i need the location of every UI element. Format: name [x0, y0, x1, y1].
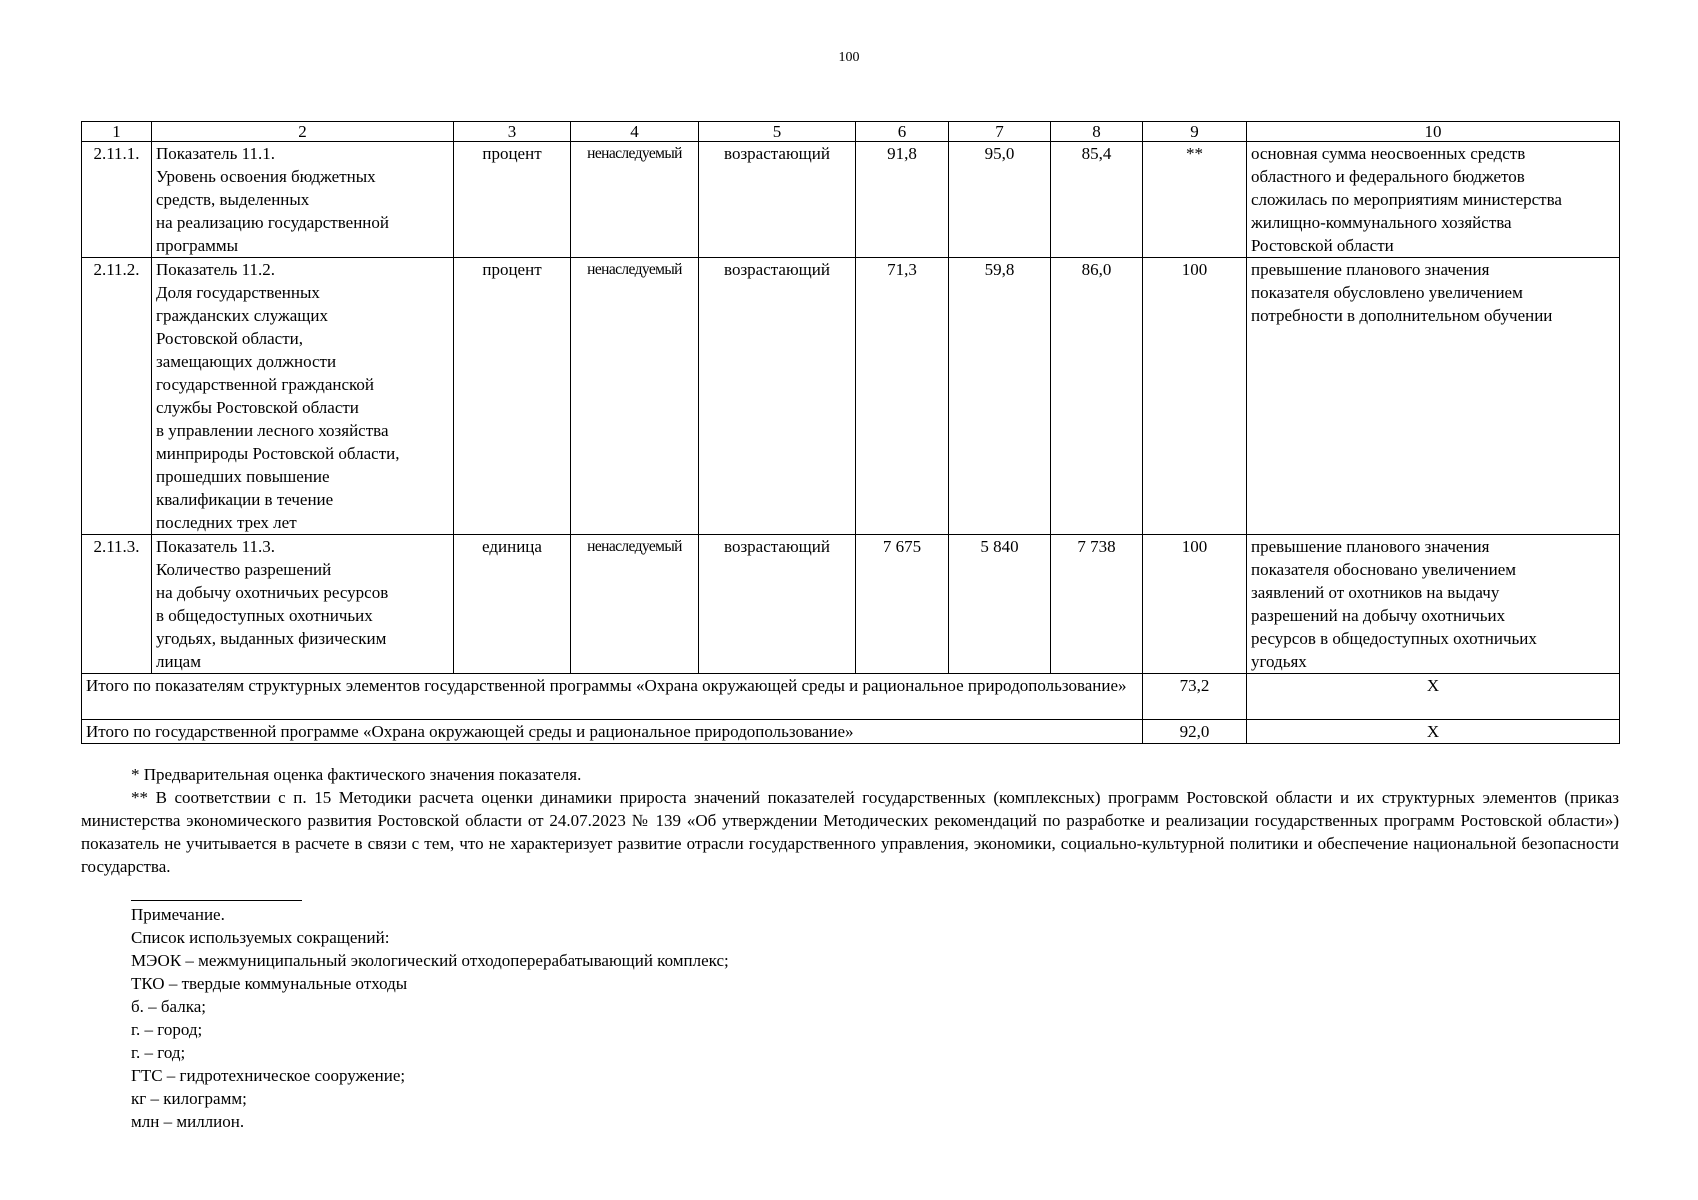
table-row: [82, 258, 1620, 535]
note-line: г. – город;: [131, 1020, 203, 1039]
header-cell: 6: [856, 122, 949, 142]
comment-line: жилищно-коммунального хозяйства: [1251, 213, 1512, 232]
value-col7: 95,0: [949, 142, 1051, 258]
header-cell: 1: [82, 122, 152, 142]
type-cell: ненаследуемый: [571, 142, 699, 258]
total-value: 73,2: [1143, 674, 1247, 720]
comment-line: заявлений от охотников на выдачу: [1251, 583, 1500, 602]
indicator-name: [152, 258, 454, 535]
indicator-name-line: на добычу охотничьих ресурсов: [156, 583, 389, 602]
header-cell: 9: [1143, 122, 1247, 142]
indicator-name-line: квалификации в течение: [156, 490, 334, 509]
header-cell: 5: [699, 122, 856, 142]
total-row: [82, 720, 1620, 744]
comment-line: областного и федерального бюджетов: [1251, 167, 1525, 186]
indicator-name-line: Показатель 11.3.: [156, 537, 275, 556]
indicator-name-line: службы Ростовской области: [156, 398, 359, 417]
indicator-name-line: Показатель 11.2.: [156, 260, 275, 279]
indicator-name-line: Показатель 11.1.: [156, 144, 275, 163]
indicator-name-line: последних трех лет: [156, 513, 297, 532]
indicator-name-line: Доля государственных: [156, 283, 320, 302]
comment-line: превышение планового значения: [1251, 537, 1490, 556]
indicator-name-line: прошедших повышение: [156, 467, 330, 486]
note-separator: [131, 900, 302, 901]
note-line: ТКО – твердые коммунальные отходы: [131, 974, 408, 993]
note-line: Список используемых сокращений:: [131, 928, 390, 947]
comment-cell: [1247, 142, 1620, 258]
comment-line: сложилась по мероприятиям министерства: [1251, 190, 1562, 209]
indicator-name-line: государственной гражданской: [156, 375, 375, 394]
indicator-name: [152, 142, 454, 258]
comment-line: показателя обусловлено увеличением: [1251, 283, 1523, 302]
value-col6: 71,3: [856, 258, 949, 535]
header-cell: 4: [571, 122, 699, 142]
header-cell: 2: [152, 122, 454, 142]
comment-line: показателя обосновано увеличением: [1251, 560, 1517, 579]
indicator-name-line: минприроды Ростовской области,: [156, 444, 400, 463]
footnote: * Предварительная оценка фактического значения показателя.: [131, 765, 582, 784]
header-cell: 10: [1247, 122, 1620, 142]
comment-line: превышение планового значения: [1251, 260, 1490, 279]
indicator-name-line: Ростовской области,: [156, 329, 303, 348]
indicator-name-line: Количество разрешений: [156, 560, 332, 579]
comment-line: ресурсов в общедоступных охотничьих: [1251, 629, 1537, 648]
value-col7: 5 840: [949, 535, 1051, 674]
footnote: ** В соответствии с п. 15 Методики расчета оценки динамики прироста значений показателей государственных (комплексных) программ Ростовской области и их структурных элементов (приказ министерства экономического развития Ростовской области от 24.07.2023 № 139 «Об утверждении Методических рекомендаций по разработке и реализации государственных программ Ростовской области») показатель не учитывается в расчете в связи с тем, что не характеризует развитие отрасли государственного управления, экономики, социально-культурной политики и обеспечение национальной безопасности государства.: [81, 788, 1619, 876]
indicator-name-line: в общедоступных охотничьих: [156, 606, 373, 625]
value-col9: 100: [1143, 258, 1247, 535]
header-cell: 7: [949, 122, 1051, 142]
indicator-name-line: на реализацию государственной: [156, 213, 389, 232]
page-number: 100: [838, 50, 860, 65]
total-value: 92,0: [1143, 720, 1247, 744]
value-col6: 91,8: [856, 142, 949, 258]
note-line: млн – миллион.: [131, 1112, 245, 1131]
abbreviations-note: [131, 903, 729, 1133]
value-col7: 59,8: [949, 258, 1051, 535]
indicator-name: [152, 535, 454, 674]
value-col9: 100: [1143, 535, 1247, 674]
indicator-name-line: замещающих должности: [156, 352, 337, 371]
value-col9: **: [1143, 142, 1247, 258]
comment-line: Ростовской области: [1251, 236, 1394, 255]
header-row: [82, 122, 1620, 142]
unit-cell: процент: [454, 258, 571, 535]
total-row: [82, 674, 1620, 720]
table-row: [82, 142, 1620, 258]
unit-cell: процент: [454, 142, 571, 258]
direction-cell: возрастающий: [699, 258, 856, 535]
note-line: г. – год;: [131, 1043, 186, 1062]
total-mark: X: [1247, 720, 1620, 744]
comment-line: потребности в дополнительном обучении: [1251, 306, 1553, 325]
total-label: Итого по показателям структурных элементов государственной программы «Охрана окружающей среды и рациональное природопользование»: [82, 674, 1143, 720]
comment-cell: [1247, 535, 1620, 674]
comment-line: основная сумма неосвоенных средств: [1251, 144, 1526, 163]
total-mark: X: [1247, 674, 1620, 720]
note-line: Примечание.: [131, 905, 225, 924]
note-line: МЭОК – межмуниципальный экологический отходоперерабатывающий комплекс;: [131, 951, 729, 970]
row-number: 2.11.3.: [82, 535, 152, 674]
value-col6: 7 675: [856, 535, 949, 674]
row-number: 2.11.1.: [82, 142, 152, 258]
comment-line: угодьях: [1251, 652, 1307, 671]
indicator-name-line: в управлении лесного хозяйства: [156, 421, 389, 440]
value-col8: 85,4: [1051, 142, 1143, 258]
comment-cell: [1247, 258, 1620, 535]
direction-cell: возрастающий: [699, 535, 856, 674]
indicator-name-line: средств, выделенных: [156, 190, 310, 209]
unit-cell: единица: [454, 535, 571, 674]
direction-cell: возрастающий: [699, 142, 856, 258]
value-col8: 86,0: [1051, 258, 1143, 535]
indicator-name-line: угодьях, выданных физическим: [156, 629, 387, 648]
indicators-table: [81, 121, 1620, 744]
note-line: б. – балка;: [131, 997, 206, 1016]
indicator-name-line: программы: [156, 236, 239, 255]
row-number: 2.11.2.: [82, 258, 152, 535]
value-col8: 7 738: [1051, 535, 1143, 674]
total-label: Итого по государственной программе «Охрана окружающей среды и рациональное природопользование»: [82, 720, 1143, 744]
header-cell: 8: [1051, 122, 1143, 142]
indicator-name-line: гражданских служащих: [156, 306, 328, 325]
type-cell: ненаследуемый: [571, 535, 699, 674]
table-row: [82, 535, 1620, 674]
header-cell: 3: [454, 122, 571, 142]
comment-line: разрешений на добычу охотничьих: [1251, 606, 1506, 625]
footnotes: [81, 763, 1619, 878]
indicator-name-line: Уровень освоения бюджетных: [156, 167, 376, 186]
type-cell: ненаследуемый: [571, 258, 699, 535]
note-line: кг – килограмм;: [131, 1089, 247, 1108]
note-line: ГТС – гидротехническое сооружение;: [131, 1066, 406, 1085]
indicator-name-line: лицам: [156, 652, 201, 671]
